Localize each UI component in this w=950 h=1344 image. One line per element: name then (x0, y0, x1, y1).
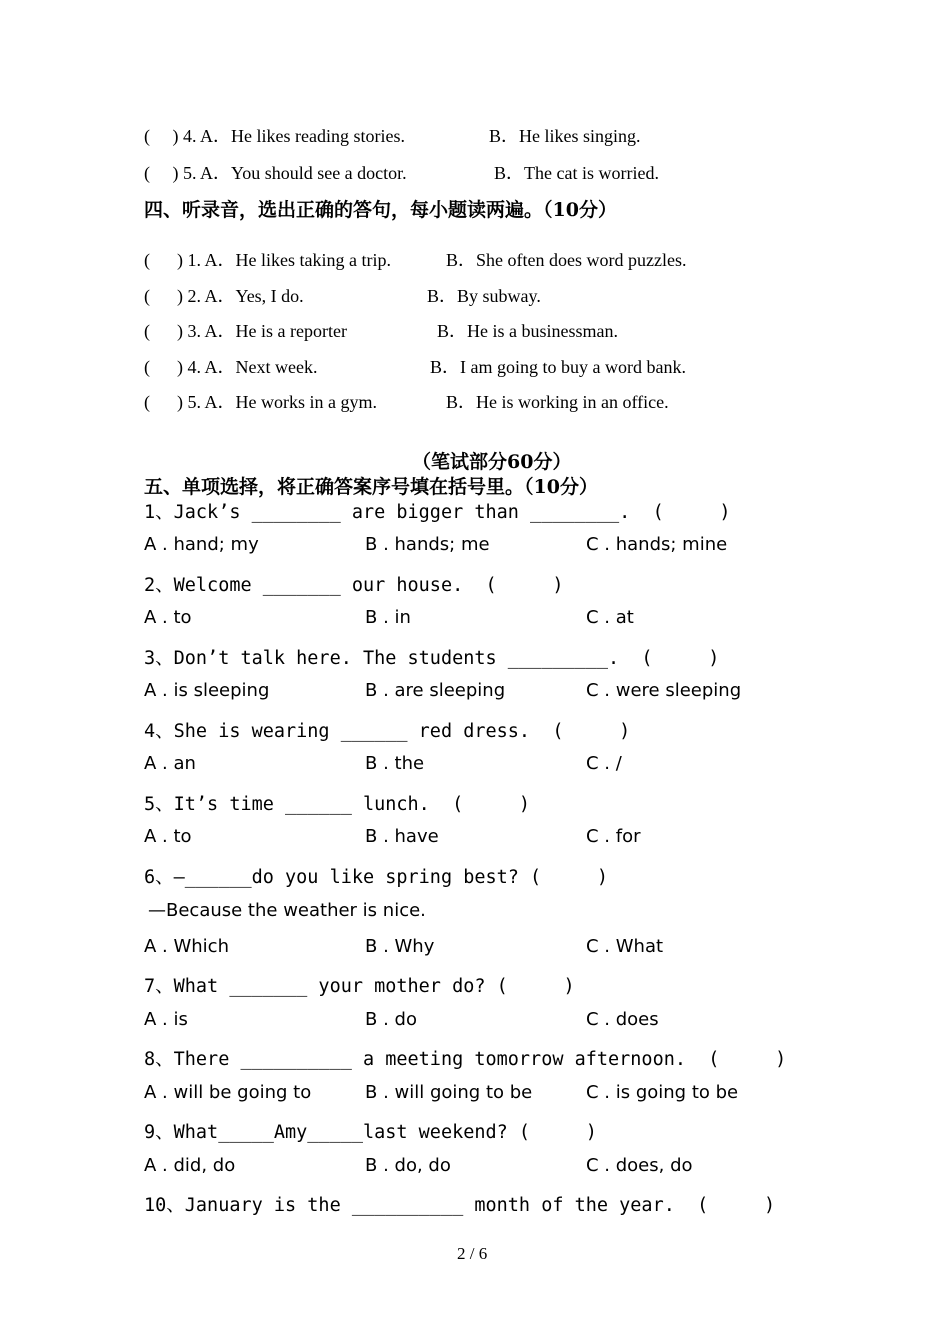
question-2: 2、Welcome _______ our house. ( ) (144, 575, 564, 596)
listening-item-3-4-a: ( ) 4. A．He likes reading stories. (144, 126, 405, 146)
section4-item-2-a: ( ) 2. A．Yes, I do. (144, 286, 304, 306)
q3-option-c: C . were sleeping (586, 680, 742, 701)
question-7: 7、What _______ your mother do? ( ) (144, 976, 575, 997)
q6-option-c: C . What (586, 936, 664, 957)
q2-option-b: B . in (365, 607, 411, 628)
question-10: 10、January is the __________ month of the year. ( ) (144, 1195, 776, 1216)
q8-option-a: A . will be going to (144, 1082, 312, 1103)
q1-option-b: B . hands; me (365, 534, 490, 555)
q3-option-b: B . are sleeping (365, 680, 506, 701)
question-3: 3、Don’t talk here. The students _________. ( ) (144, 648, 720, 669)
q5-option-b: B . have (365, 826, 439, 847)
listening-item-3-5-b: B．The cat is worried. (494, 163, 659, 183)
section4-item-5-a: ( ) 5. A．He works in a gym. (144, 392, 377, 412)
section4-item-3-b: B．He is a businessman. (437, 321, 618, 341)
question-4: 4、She is wearing ______ red dress. ( ) (144, 721, 631, 742)
q7-option-b: B . do (365, 1009, 417, 1030)
question-8: 8、There __________ a meeting tomorrow afternoon. ( ) (144, 1049, 787, 1070)
q8-option-c: C . is going to be (586, 1082, 739, 1103)
section4-item-5-b: B．He is working in an office. (446, 392, 669, 412)
section5-heading: 五、单项选择，将正确答案序号填在括号里。（10分） (144, 476, 598, 498)
question-6: 6、—______do you like spring best? ( ) (144, 867, 609, 888)
q1-option-c: C . hands; mine (586, 534, 728, 555)
page-number: 2 / 6 (457, 1244, 488, 1263)
q9-option-c: C . does, do (586, 1155, 693, 1176)
listening-item-3-4-b: B．He likes singing. (489, 126, 641, 146)
section4-item-2-b: B．By subway. (427, 286, 541, 306)
question-1: 1、Jack’s ________ are bigger than ________. ( ) (144, 502, 731, 523)
q7-option-a: A . is (144, 1009, 188, 1030)
q4-option-a: A . an (144, 753, 196, 774)
q5-option-c: C . for (586, 826, 641, 847)
section4-item-4-b: B．I am going to buy a word bank. (430, 357, 686, 377)
section4-item-1-a: ( ) 1. A．He likes taking a trip. (144, 250, 391, 270)
section4-item-3-a: ( ) 3. A．He is a reporter (144, 321, 347, 341)
question-5: 5、It’s time ______ lunch. ( ) (144, 794, 531, 815)
written-part-title: （笔试部分60分） (412, 451, 572, 473)
q2-option-a: A . to (144, 607, 192, 628)
question-6-answer-line: —Because the weather is nice. (148, 900, 426, 921)
q2-option-c: C . at (586, 607, 634, 628)
section4-heading: 四、听录音，选出正确的答句，每小题读两遍。（10分） (144, 199, 617, 221)
listening-item-3-5-a: ( ) 5. A．You should see a doctor. (144, 163, 407, 183)
q8-option-b: B . will going to be (365, 1082, 533, 1103)
q3-option-a: A . is sleeping (144, 680, 270, 701)
q4-option-c: C . / (586, 753, 622, 774)
q5-option-a: A . to (144, 826, 192, 847)
q9-option-b: B . do, do (365, 1155, 451, 1176)
q1-option-a: A . hand; my (144, 534, 259, 555)
question-9: 9、What_____Amy_____last weekend? ( ) (144, 1122, 597, 1143)
q7-option-c: C . does (586, 1009, 659, 1030)
section4-item-1-b: B．She often does word puzzles. (446, 250, 687, 270)
q4-option-b: B . the (365, 753, 425, 774)
q9-option-a: A . did, do (144, 1155, 236, 1176)
section4-item-4-a: ( ) 4. A．Next week. (144, 357, 318, 377)
q6-option-a: A . Which (144, 936, 229, 957)
q6-option-b: B . Why (365, 936, 435, 957)
